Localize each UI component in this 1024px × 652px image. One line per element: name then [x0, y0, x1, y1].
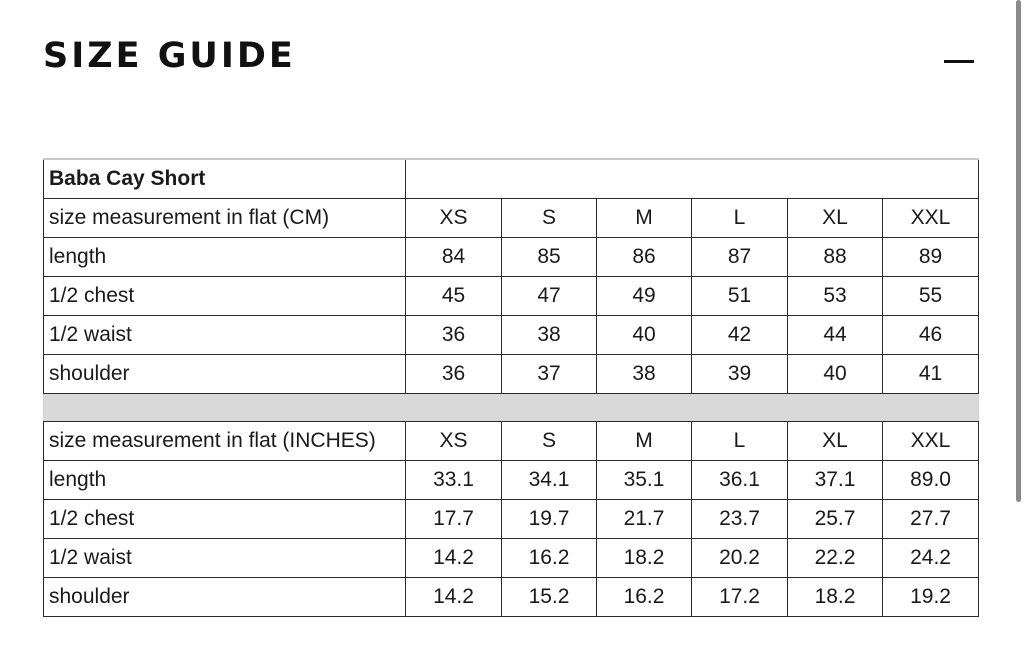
measurement-value: 14.2 [406, 578, 502, 617]
measurement-value: 20.2 [692, 539, 788, 578]
size-header-row [44, 199, 979, 238]
table-row [44, 578, 979, 617]
size-column-header: M [597, 199, 692, 238]
measurement-value: 17.7 [406, 500, 502, 539]
measurement-value: 51 [692, 277, 788, 316]
size-column-header: M [597, 422, 692, 461]
measurement-label: shoulder [44, 355, 406, 394]
measurement-value: 18.2 [788, 578, 883, 617]
minus-icon [944, 60, 974, 63]
measurement-value: 24.2 [883, 539, 979, 578]
measurement-value: 55 [883, 277, 979, 316]
measurement-value: 17.2 [692, 578, 788, 617]
measurement-value: 41 [883, 355, 979, 394]
size-column-header: XL [788, 422, 883, 461]
measurement-value: 88 [788, 238, 883, 277]
measurement-label: shoulder [44, 578, 406, 617]
measurement-value: 15.2 [502, 578, 597, 617]
measurement-label: 1/2 waist [44, 539, 406, 578]
size-guide-table [43, 158, 979, 617]
table-row [44, 277, 979, 316]
scrollbar[interactable] [1016, 0, 1021, 502]
measurement-value: 85 [502, 238, 597, 277]
measurement-value: 37.1 [788, 461, 883, 500]
table-row [44, 539, 979, 578]
size-guide-table-container [43, 158, 979, 617]
measurement-value: 16.2 [597, 578, 692, 617]
measurement-value: 36 [406, 316, 502, 355]
measurement-value: 21.7 [597, 500, 692, 539]
measurement-value: 46 [883, 316, 979, 355]
product-row [44, 159, 979, 199]
table-row [44, 500, 979, 539]
size-column-header: L [692, 199, 788, 238]
measurement-value: 44 [788, 316, 883, 355]
measurement-value: 14.2 [406, 539, 502, 578]
measurement-value: 27.7 [883, 500, 979, 539]
measurement-value: 33.1 [406, 461, 502, 500]
table-row [44, 461, 979, 500]
size-header-row [44, 422, 979, 461]
measurement-value: 36.1 [692, 461, 788, 500]
measurement-value: 34.1 [502, 461, 597, 500]
measurement-unit-label: size measurement in flat (INCHES) [44, 422, 406, 461]
size-column-header: S [502, 199, 597, 238]
measurement-label: 1/2 waist [44, 316, 406, 355]
measurement-value: 38 [502, 316, 597, 355]
size-column-header: S [502, 422, 597, 461]
measurement-value: 23.7 [692, 500, 788, 539]
page-title: SIZE GUIDE [43, 36, 296, 76]
measurement-value: 89.0 [883, 461, 979, 500]
measurement-label: 1/2 chest [44, 500, 406, 539]
measurement-label: length [44, 238, 406, 277]
measurement-label: 1/2 chest [44, 277, 406, 316]
measurement-value: 53 [788, 277, 883, 316]
measurement-value: 19.7 [502, 500, 597, 539]
size-column-header: XL [788, 199, 883, 238]
table-row [44, 316, 979, 355]
measurement-value: 87 [692, 238, 788, 277]
measurement-label: length [44, 461, 406, 500]
measurement-value: 18.2 [597, 539, 692, 578]
measurement-value: 37 [502, 355, 597, 394]
measurement-value: 89 [883, 238, 979, 277]
size-column-header: XXL [883, 199, 979, 238]
table-row [44, 238, 979, 277]
measurement-value: 16.2 [502, 539, 597, 578]
size-column-header: XS [406, 422, 502, 461]
size-column-header: XXL [883, 422, 979, 461]
collapse-button[interactable] [938, 42, 978, 78]
measurement-unit-label: size measurement in flat (CM) [44, 199, 406, 238]
measurement-value: 40 [788, 355, 883, 394]
measurement-value: 45 [406, 277, 502, 316]
table-row [44, 355, 979, 394]
measurement-value: 40 [597, 316, 692, 355]
measurement-value: 49 [597, 277, 692, 316]
section-divider [44, 394, 979, 422]
size-column-header: L [692, 422, 788, 461]
measurement-value: 84 [406, 238, 502, 277]
size-column-header: XS [406, 199, 502, 238]
measurement-value: 86 [597, 238, 692, 277]
measurement-value: 25.7 [788, 500, 883, 539]
measurement-value: 35.1 [597, 461, 692, 500]
measurement-value: 42 [692, 316, 788, 355]
measurement-value: 47 [502, 277, 597, 316]
measurement-value: 38 [597, 355, 692, 394]
measurement-value: 19.2 [883, 578, 979, 617]
measurement-value: 22.2 [788, 539, 883, 578]
product-row-empty-cell [406, 159, 979, 199]
measurement-value: 36 [406, 355, 502, 394]
measurement-value: 39 [692, 355, 788, 394]
section-divider-row [44, 394, 979, 422]
product-name: Baba Cay Short [44, 159, 406, 199]
